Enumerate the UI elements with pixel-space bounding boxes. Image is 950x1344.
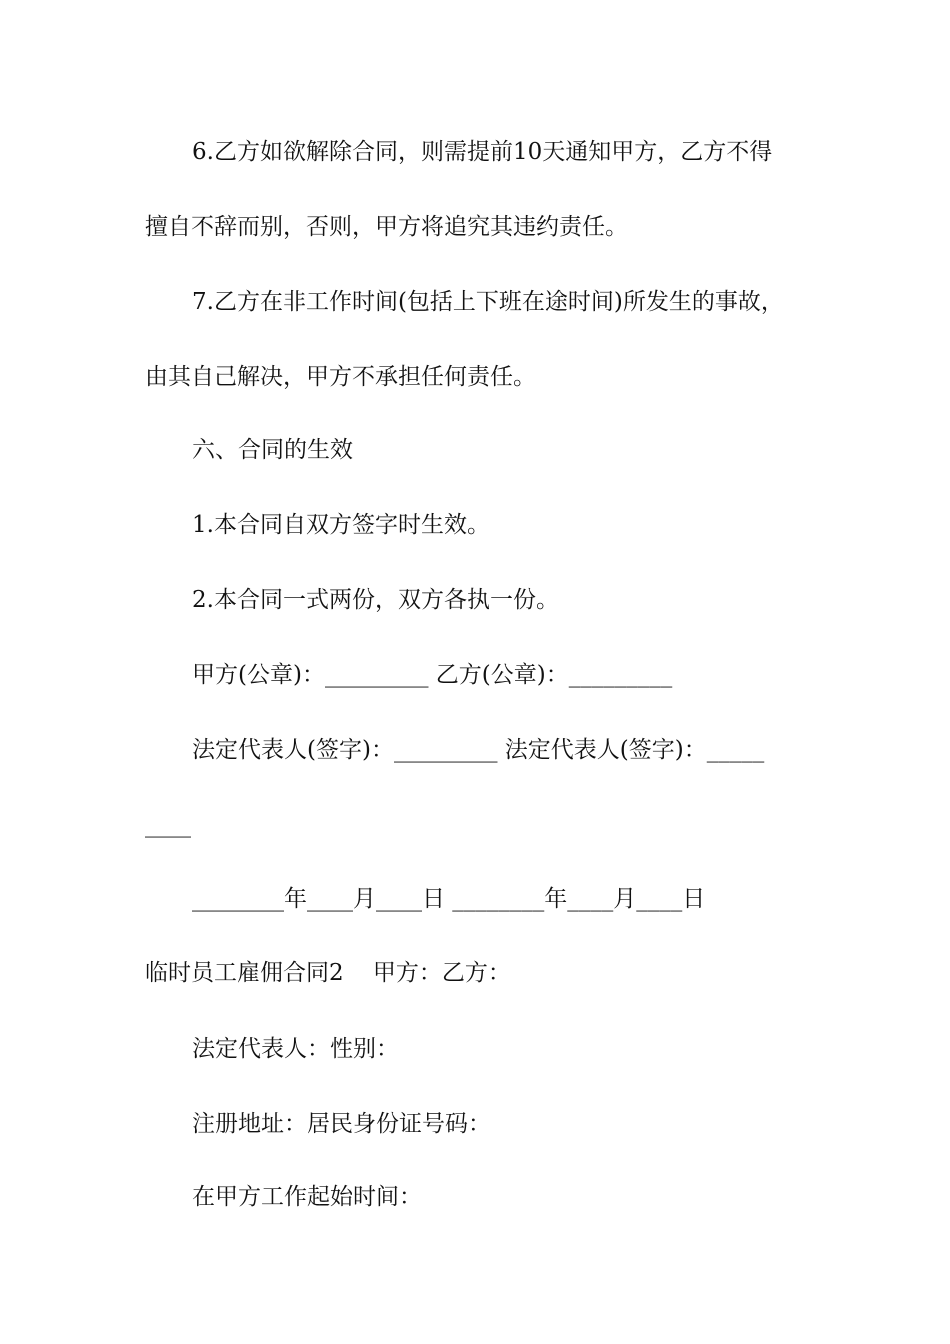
representative-signature-line: 法定代表人(签字)：_________ 法定代表人(签字)：_____ [192, 737, 765, 763]
effect-clause-1: 1.本合同自双方签字时生效。 [192, 512, 490, 538]
effect-clause-2: 2.本合同一式两份，双方各执一份。 [192, 587, 559, 613]
representative-gender-line: 法定代表人：性别： [192, 1036, 399, 1062]
clause-6-line-1: 6.乙方如欲解除合同，则需提前10天通知甲方，乙方不得 [192, 139, 773, 165]
clause-7-line-1: 7.乙方在非工作时间(包括上下班在途时间)所发生的事故， [192, 289, 784, 315]
start-time-line: 在甲方工作起始时间： [192, 1184, 422, 1210]
clause-6-line-2: 擅自不辞而别，否则，甲方将追究其违约责任。 [145, 214, 628, 240]
clause-7-line-2: 由其自己解决，甲方不承担任何责任。 [145, 364, 536, 390]
contract-2-title-line: 临时员工雇佣合同2 甲方：乙方： [145, 960, 511, 986]
date-line: ________年____月____日 ________年____月____日 [192, 886, 706, 912]
address-id-line: 注册地址：居民身份证号码： [192, 1111, 491, 1137]
signature-line-continuation: ____ [145, 812, 191, 838]
seal-line: 甲方(公章)：_________ 乙方(公章)：_________ [192, 662, 673, 688]
section-heading-effect: 六、合同的生效 [192, 437, 353, 463]
